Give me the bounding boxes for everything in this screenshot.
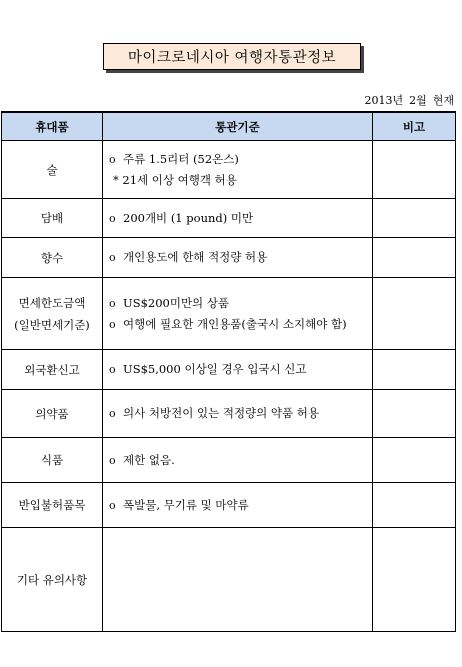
- bullet-icon: ο: [109, 498, 116, 512]
- bullet-icon: ο: [109, 211, 116, 225]
- date-year: 2013년: [364, 94, 404, 107]
- item-label: 외국환신고: [24, 362, 80, 377]
- date-suffix: 현재: [432, 94, 454, 107]
- standard-line: [109, 170, 372, 191]
- table-row: [2, 483, 456, 528]
- standard-text: 개인용도에 한해 적정량 허용: [123, 250, 268, 264]
- standard-text: 200개비 (1 pound) 미만: [123, 210, 254, 225]
- table-row: [2, 528, 456, 632]
- table-body: [2, 141, 456, 632]
- item-label: (일반면세기준): [14, 317, 90, 332]
- standard-cell: [103, 438, 373, 483]
- as-of-date: [358, 92, 454, 108]
- header-standard: 통관기준: [103, 112, 373, 141]
- item-cell: [2, 199, 103, 238]
- table-row: [2, 278, 456, 350]
- item-label: 의약품: [35, 406, 69, 421]
- remark-cell: [373, 278, 456, 350]
- standard-cell: [103, 350, 373, 390]
- standard-line: [109, 359, 372, 380]
- bullet-icon: ο: [109, 296, 116, 310]
- remark-cell: [373, 483, 456, 528]
- standard-text: 여행에 필요한 개인용품(출국시 소지해야 함): [123, 316, 347, 331]
- customs-table: [1, 111, 456, 632]
- remark-cell: [373, 438, 456, 483]
- standard-text: 의사 처방전이 있는 적정량의 약품 허용: [123, 406, 320, 420]
- standard-line: [109, 495, 372, 516]
- table-row: [2, 438, 456, 483]
- standard-cell: [103, 528, 373, 632]
- remark-cell: [373, 528, 456, 632]
- table-row: [2, 350, 456, 390]
- table-row: [2, 199, 456, 238]
- standard-text: 주류 1.5리터 (52온스): [123, 151, 239, 166]
- standard-line: [109, 450, 372, 471]
- standard-text: * 21세 이상 여행객 허용: [113, 172, 237, 187]
- bullet-icon: ο: [109, 407, 116, 420]
- standard-text: 제한 없음.: [123, 452, 175, 467]
- remark-cell: [373, 199, 456, 238]
- item-label: 반입불허품목: [18, 498, 86, 512]
- standard-cell: [103, 141, 373, 199]
- item-label: 면세한도금액: [18, 295, 86, 310]
- document-title: 마이크로네시아 여행자통관정보: [103, 43, 361, 70]
- header-item: 휴대품: [2, 112, 103, 141]
- bullet-icon: ο: [109, 317, 116, 331]
- table-row: [2, 390, 456, 438]
- standard-line: [109, 149, 372, 170]
- standard-line: [109, 403, 372, 424]
- standard-line: [109, 208, 372, 229]
- standard-text: US$5,000 이상일 경우 입국시 신고: [123, 362, 307, 376]
- item-cell: [2, 278, 103, 350]
- item-label: 기타 유의사항: [16, 572, 88, 587]
- standard-text: 폭발물, 무기류 및 마약류: [123, 497, 249, 512]
- standard-line: [109, 314, 372, 335]
- standard-line: [109, 247, 372, 268]
- remark-cell: [373, 350, 456, 390]
- bullet-icon: ο: [109, 152, 116, 166]
- standard-text: US$200미만의 상품: [123, 295, 230, 310]
- item-cell: [2, 390, 103, 438]
- standard-cell: [103, 390, 373, 438]
- remark-cell: [373, 390, 456, 438]
- item-cell: [2, 350, 103, 390]
- standard-cell: [103, 238, 373, 278]
- remark-cell: [373, 141, 456, 199]
- standard-cell: [103, 278, 373, 350]
- standard-cell: [103, 483, 373, 528]
- item-label: 담배: [40, 211, 64, 225]
- table-header-row: [2, 112, 456, 141]
- item-label: 향수: [40, 250, 64, 265]
- bullet-icon: ο: [109, 363, 116, 376]
- bullet-icon: ο: [109, 251, 116, 264]
- item-cell: [2, 238, 103, 278]
- item-cell: [2, 528, 103, 632]
- item-label: 식품: [40, 453, 64, 467]
- table-row: [2, 141, 456, 199]
- table-row: [2, 238, 456, 278]
- item-cell: [2, 141, 103, 199]
- item-label: 술: [46, 162, 58, 177]
- date-month: 2월: [409, 94, 427, 107]
- standard-cell: [103, 199, 373, 238]
- bullet-icon: ο: [109, 453, 116, 467]
- standard-line: [109, 293, 372, 314]
- header-remark: 비고: [373, 112, 456, 141]
- item-cell: [2, 483, 103, 528]
- item-cell: [2, 438, 103, 483]
- remark-cell: [373, 238, 456, 278]
